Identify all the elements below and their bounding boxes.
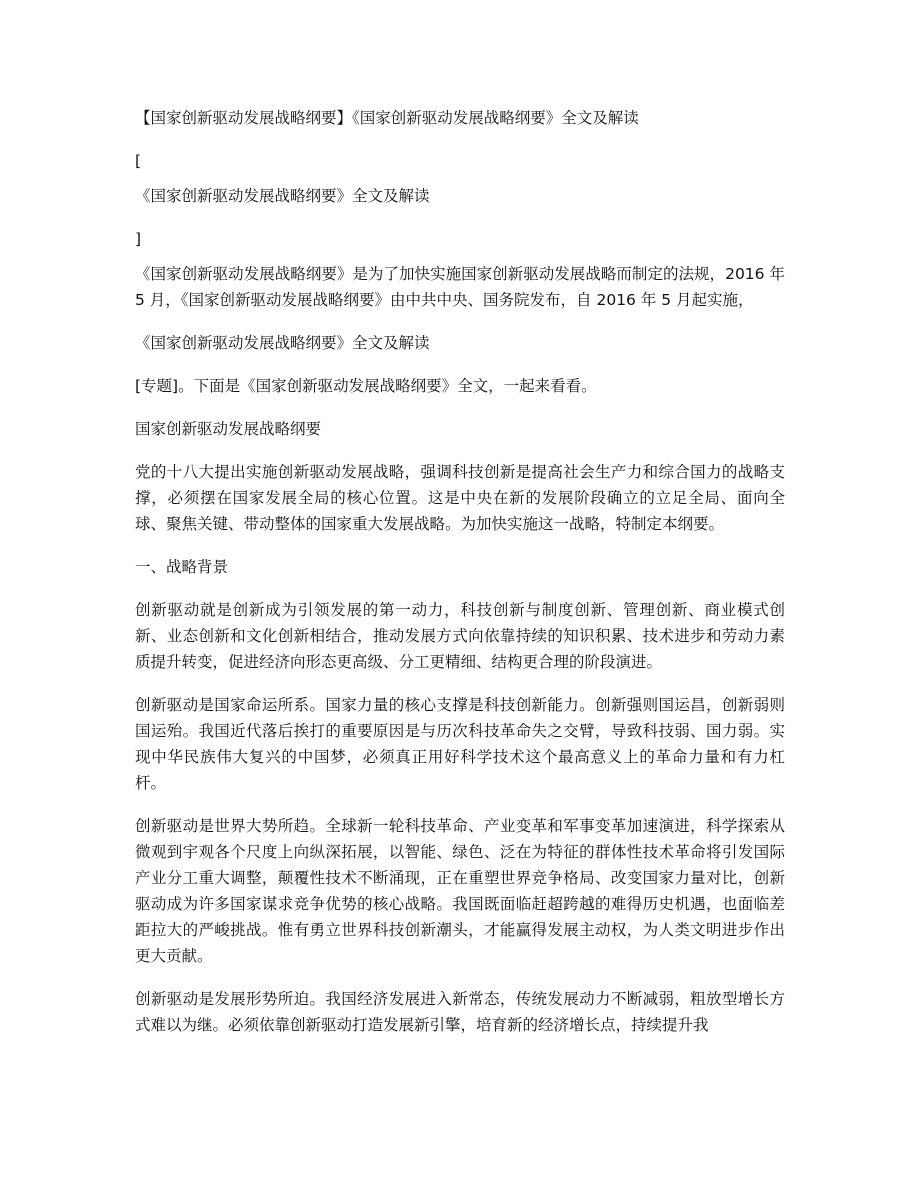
intro-paragraph: 《国家创新驱动发展战略纲要》是为了加快实施国家创新驱动发展战略而制定的法规，2016 年 5 月，《国家创新驱动发展战略纲要》由中共中央、国务院发布，自 2016 年 5 月起实施， <box>135 265 785 309</box>
subtitle: 《国家创新驱动发展战略纲要》全文及解读 <box>135 334 430 352</box>
bracket-open: [ <box>135 152 142 170</box>
topic-line: [专题]。下面是《国家创新驱动发展战略纲要》全文，一起来看看。 <box>135 377 597 395</box>
body-paragraph: 创新驱动就是创新成为引领发展的第一动力，科技创新与制度创新、管理创新、商业模式创新、业态创新和文化创新相结合，推动发展方式向依靠持续的知识积累、技术进步和劳动力素质提升转变，促进经济向形态更高级、分工更精细、结构更合理的阶段演进。 <box>135 601 785 671</box>
bracket-close: ] <box>135 230 142 248</box>
linked-title: 《国家创新驱动发展战略纲要》全文及解读 <box>135 187 430 205</box>
document-title: 【国家创新驱动发展战略纲要】《国家创新驱动发展战略纲要》全文及解读 <box>135 109 639 127</box>
document-page <box>135 105 785 1055</box>
body-paragraph: 创新驱动是世界大势所趋。全球新一轮科技革命、产业变革和军事变革加速演进，科学探索从微观到宇观各个尺度上向纵深拓展，以智能、绿色、泛在为特征的群体性技术革命将引发国际产业分工重大调整，颠覆性技术不断涌现，正在重塑世界竞争格局、改变国家力量对比，创新驱动成为许多国家谋求竞争优势的核心战略。我国既面临赶超跨越的难得历史机遇，也面临差距拉大的严峻挑战。惟有勇立世界科技创新潮头，才能赢得发展主动权，为人类文明进步作出更大贡献。 <box>135 817 785 965</box>
doc-heading: 国家创新驱动发展战略纲要 <box>135 420 322 438</box>
body-paragraph: 创新驱动是国家命运所系。国家力量的核心支撑是科技创新能力。创新强则国运昌，创新弱则国运殆。我国近代落后挨打的重要原因是与历次科技革命失之交臂，导致科技弱、国力弱。实现中华民族伟大复兴的中国梦，必须真正用好科学技术这个最高意义上的革命力量和有力杠杆。 <box>135 696 785 792</box>
preface-paragraph: 党的十八大提出实施创新驱动发展战略，强调科技创新是提高社会生产力和综合国力的战略支撑，必须摆在国家发展全局的核心位置。这是中央在新的发展阶段确立的立足全局、面向全球、聚焦关键、带动整体的国家重大发展战略。为加快实施这一战略，特制定本纲要。 <box>135 463 785 533</box>
section-heading: 一、战略背景 <box>135 558 229 576</box>
body-paragraph: 创新驱动是发展形势所迫。我国经济发展进入新常态，传统发展动力不断减弱，粗放型增长方式难以为继。必须依靠创新驱动打造发展新引擎，培育新的经济增长点，持续提升我 <box>135 990 785 1034</box>
